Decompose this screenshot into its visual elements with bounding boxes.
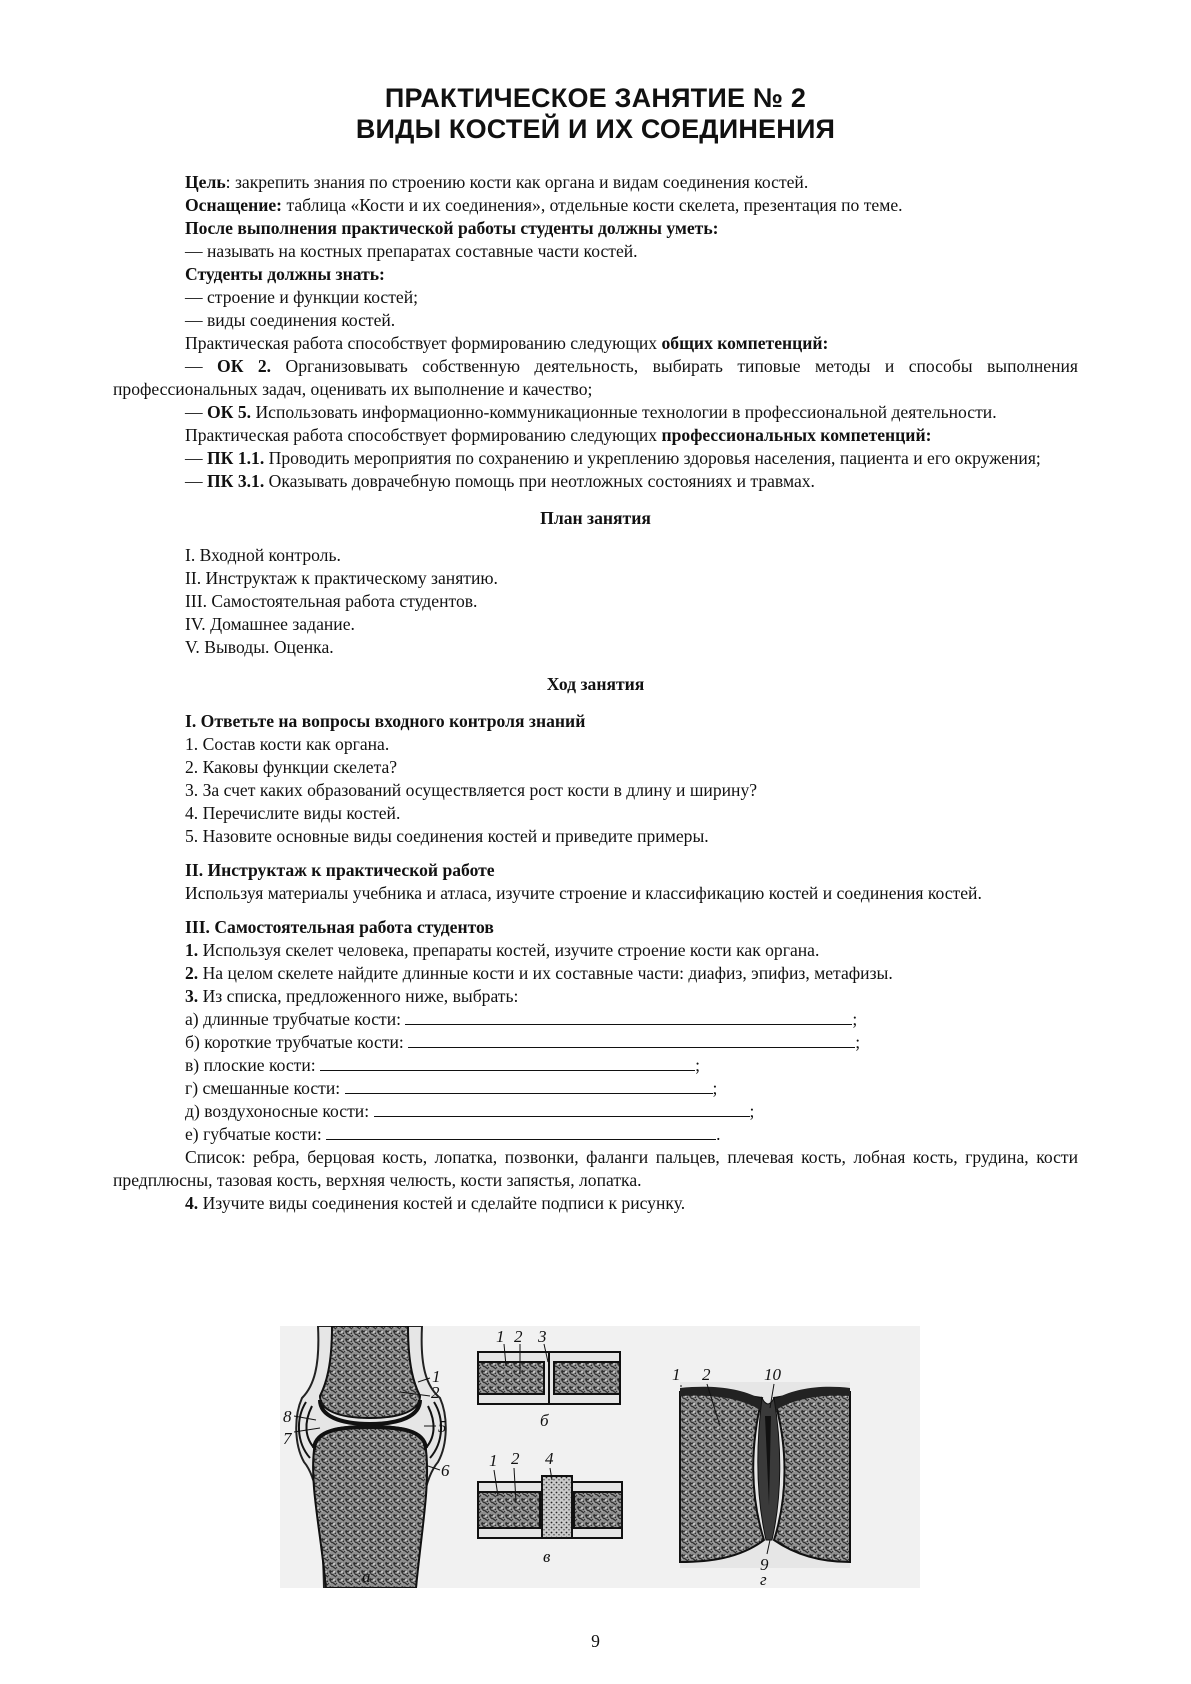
panel-g-caption: г (760, 1570, 767, 1588)
task-2-text: На целом скелете найдите длинные кости и их составные части: диафиз, эпифиз, метафизы. (198, 963, 893, 983)
panel-a-label: 8 (283, 1407, 292, 1426)
competency-ok5 (113, 401, 1078, 424)
competency-ok2 (113, 355, 1078, 401)
ok5-dash: — (185, 402, 207, 422)
choice-end: ; (712, 1078, 718, 1098)
spacer (113, 905, 1078, 916)
choice-label: г) смешанные кости: (185, 1078, 345, 1098)
section1-heading: I. Ответьте на вопросы входного контроля знаний (185, 711, 586, 731)
general-intro-text: Практическая работа способствует формированию следующих (185, 333, 662, 353)
choice-line (113, 1054, 1078, 1077)
panel-b-label: 1 (496, 1327, 505, 1346)
spacer (113, 848, 1078, 859)
question-item: 2. Каковы функции скелета? (185, 757, 398, 777)
pk11-dash: — (185, 448, 207, 468)
answer-blank[interactable] (408, 1032, 855, 1048)
knowledge-item: — виды соединения костей. (185, 310, 396, 330)
choice-label: е) губчатые кости: (185, 1124, 327, 1144)
ok5-text: Использовать информационно-коммуникационные технологии в профессиональной деятельности. (251, 402, 997, 422)
panel-a-label: 5 (438, 1417, 447, 1436)
task-4 (113, 1192, 1078, 1215)
task-1-number: 1. (185, 940, 199, 960)
pk31-code: ПК 3.1. (207, 471, 265, 491)
panel-v-label: 4 (545, 1449, 554, 1468)
panel-a-label: 1 (432, 1367, 441, 1386)
task-4-text: Изучите виды соединения костей и сделайте подписи к рисунку. (198, 1193, 686, 1213)
equipment-line (113, 194, 1078, 217)
task-4-number: 4. (185, 1193, 199, 1213)
panel-g-label: 1 (672, 1365, 681, 1384)
answer-blank[interactable] (326, 1124, 716, 1140)
spacer (113, 530, 1078, 544)
task-2 (113, 962, 1078, 985)
choice-line (113, 1031, 1078, 1054)
prof-intro-text: Практическая работа способствует формированию следующих (185, 425, 662, 445)
choice-line (113, 1123, 1078, 1146)
task-3 (113, 985, 1078, 1008)
task-3-number: 3. (185, 986, 199, 1006)
question-item: 5. Назовите основные виды соединения костей и приведите примеры. (185, 826, 709, 846)
task-2-number: 2. (185, 963, 199, 983)
panel-g-label: 10 (764, 1365, 781, 1384)
goal-text: : закрепить знания по строению кости как органа и видам соединения костей. (225, 172, 809, 192)
choice-line (113, 1100, 1078, 1123)
panel-g-label: 9 (760, 1555, 769, 1574)
page-number: 9 (591, 1631, 600, 1651)
panel-v-label: 1 (489, 1451, 498, 1470)
course-heading: Ход занятия (546, 674, 645, 694)
panel-a-label: 2 (431, 1383, 440, 1402)
ok2-code: ОК 2. (217, 356, 272, 376)
panel-b-caption: б (540, 1411, 549, 1430)
general-competencies-intro (113, 332, 1078, 355)
section2-heading: II. Инструктаж к практической работе (185, 860, 495, 880)
panel-a-label: 7 (283, 1429, 292, 1448)
task-3-text: Из списка, предложенного ниже, выбрать: (198, 986, 519, 1006)
knowledge-heading: Студенты должны знать: (185, 264, 385, 284)
choice-line (113, 1008, 1078, 1031)
plan-heading: План занятия (540, 508, 651, 528)
goal-line (113, 171, 1078, 194)
panel-b-label: 2 (514, 1327, 523, 1346)
panel-a-label: 6 (441, 1461, 450, 1480)
choice-label: а) длинные трубчатые кости: (185, 1009, 406, 1029)
choice-label: в) плоские кости: (185, 1055, 321, 1075)
question-item: 3. За счет каких образований осуществляется рост кости в длину и ширину? (185, 780, 758, 800)
choice-label: б) короткие трубчатые кости: (185, 1032, 409, 1052)
plan-item: IV. Домашнее задание. (185, 614, 355, 634)
page-title-line1: ПРАКТИЧЕСКОЕ ЗАНЯТИЕ № 2 (384, 83, 807, 113)
pk31-text: Оказывать доврачебную помощь при неотложных состояниях и травмах. (264, 471, 815, 491)
spacer (113, 493, 1078, 507)
plan-item: III. Самостоятельная работа студентов. (185, 591, 478, 611)
panel-a-caption: а (362, 1567, 371, 1586)
answer-blank[interactable] (374, 1101, 750, 1117)
knowledge-item: — строение и функции костей; (185, 287, 419, 307)
panel-b-drawing (478, 1344, 620, 1404)
question-item: 1. Состав кости как органа. (185, 734, 390, 754)
question-item: 4. Перечислите виды костей. (185, 803, 401, 823)
prof-intro-bold: профессиональных компетенций: (661, 425, 932, 445)
skills-heading: После выполнения практической работы студенты должны уметь: (185, 218, 719, 238)
document-body (113, 171, 1078, 1215)
answer-blank[interactable] (320, 1055, 695, 1071)
skill-item: — называть на костных препаратах составные части костей. (185, 241, 638, 261)
competency-pk31 (113, 470, 1078, 493)
professional-competencies-intro (113, 424, 1078, 447)
equipment-text: таблица «Кости и их соединения», отдельные кости скелета, презентация по теме. (282, 195, 903, 215)
panel-v-label: 2 (511, 1449, 520, 1468)
pk31-dash: — (185, 471, 207, 491)
choice-end: ; (855, 1032, 861, 1052)
page-title-line2: ВИДЫ КОСТЕЙ И ИХ СОЕДИНЕНИЯ (355, 114, 836, 144)
answer-blank[interactable] (405, 1009, 852, 1025)
competency-pk11 (113, 447, 1078, 470)
choice-end: ; (695, 1055, 700, 1075)
plan-item: II. Инструктаж к практическому занятию. (185, 568, 498, 588)
ok2-text: Организовывать собственную деятельность, выбирать типовые методы и способы выполнения профессиональных задач, оценивать их выполнение и качество; (113, 356, 1078, 399)
answer-blank[interactable] (345, 1078, 713, 1094)
pk11-text: Проводить мероприятия по сохранению и укреплению здоровья населения, пациента и его окружения; (264, 448, 1041, 468)
panel-g-label: 2 (702, 1365, 711, 1384)
task-1-text: Используя скелет человека, препараты костей, изучите строение кости как органа. (198, 940, 820, 960)
spacer (113, 659, 1078, 673)
section2-text: Используя материалы учебника и атласа, изучите строение и классификацию костей и соединения костей. (185, 883, 982, 903)
choice-end: ; (852, 1009, 858, 1029)
bone-joints-figure (280, 1326, 920, 1588)
panel-v-caption: в (543, 1547, 551, 1566)
choice-end: . (716, 1124, 721, 1144)
spacer (113, 696, 1078, 710)
ok5-code: ОК 5. (207, 402, 252, 422)
choice-end: ; (749, 1101, 755, 1121)
choice-label: д) воздухоносные кости: (185, 1101, 374, 1121)
plan-item: I. Входной контроль. (185, 545, 341, 565)
pk11-code: ПК 1.1. (207, 448, 265, 468)
equipment-label: Оснащение: (185, 195, 283, 215)
goal-label: Цель (185, 172, 226, 192)
ok2-dash: — (185, 356, 218, 376)
general-intro-bold: общих компетенций: (661, 333, 829, 353)
choice-line (113, 1077, 1078, 1100)
plan-item: V. Выводы. Оценка. (185, 637, 334, 657)
task-1 (113, 939, 1078, 962)
section3-heading: III. Самостоятельная работа студентов (185, 917, 494, 937)
panel-g-drawing (680, 1382, 850, 1568)
panel-b-label: 3 (538, 1327, 547, 1346)
bone-list: Список: ребра, берцовая кость, лопатка, позвонки, фаланги пальцев, плечевая кость, лобная кость, грудина, кости предплюсны, тазовая кость, верхняя челюсть, кости запястья, лопатка. (113, 1147, 1078, 1190)
figure-drawing (280, 1326, 920, 1588)
